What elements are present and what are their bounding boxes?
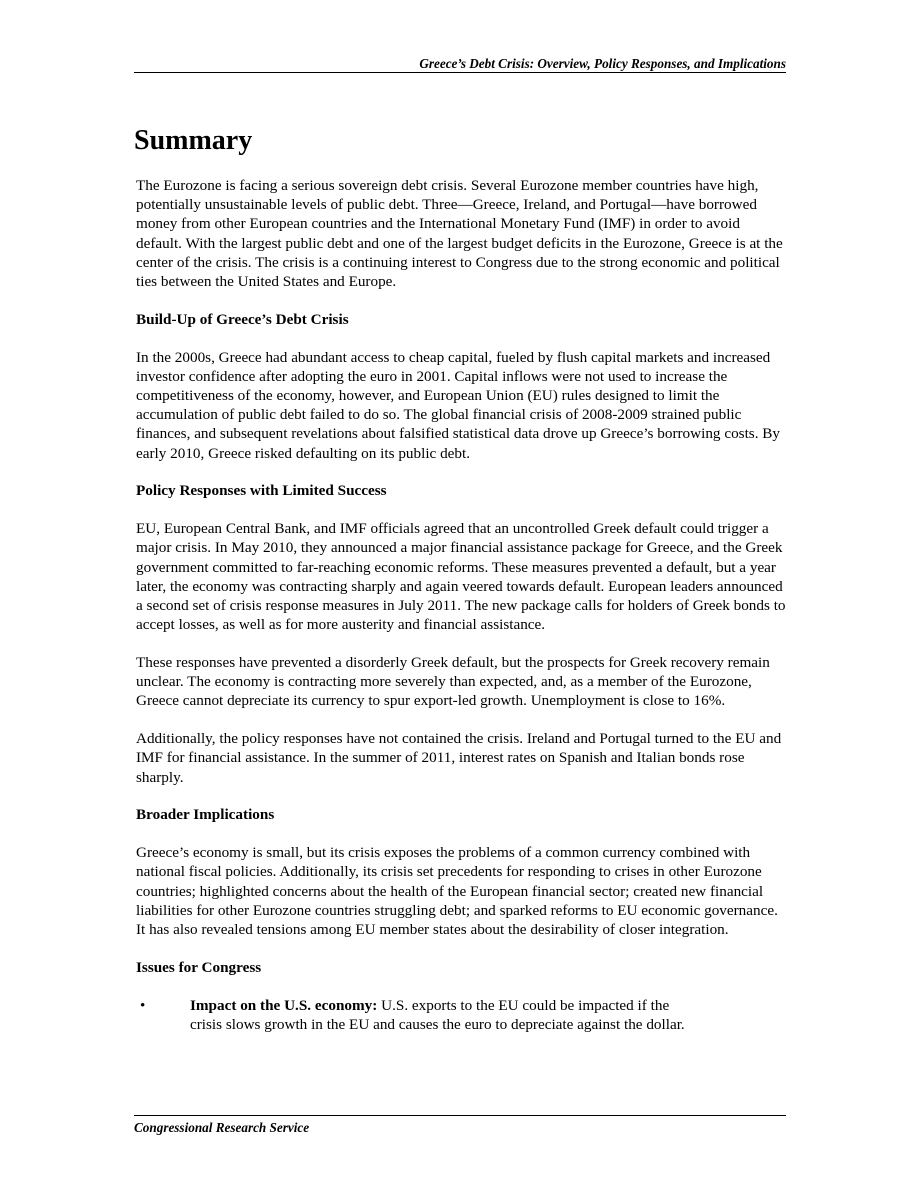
broader-heading: Broader Implications [136,806,275,824]
buildup-heading: Build-Up of Greece’s Debt Crisis [136,310,349,328]
bullet-icon: • [140,996,146,1014]
policy-paragraph-3: Additionally, the policy responses have not contained the crisis. Ireland and Portugal turned to the EU and IMF for financial assistance. In the summer of 2011, interest rates on Spanish and Italian bonds rose sharply. [136,730,782,786]
bullet-text-line2: crisis slows growth in the EU and causes the euro to depreciate against the dollar. [190,1015,685,1033]
running-header: Greece’s Debt Crisis: Overview, Policy Responses, and Implications [419,56,786,71]
header-divider [134,72,786,73]
footer-divider [134,1115,786,1116]
footer-label: Congressional Research Service [134,1120,310,1135]
summary-body [136,176,788,1034]
policy-paragraph-2: These responses have prevented a disorderly Greek default, but the prospects for Greek recovery remain unclear. The economy is contracting more severely than expected, and, as a member of the Eurozone, Greece cannot depreciate its currency to spur export-led growth. Unemployment is close to 16%. [136,654,770,710]
congress-heading: Issues for Congress [136,958,262,976]
bullet-item-us-economy [136,996,788,1034]
bullet-text-line1: U.S. exports to the EU could be impacted if the [377,996,670,1014]
bullet-lead: Impact on the U.S. economy: [190,996,378,1014]
page-title: Summary [134,125,253,156]
buildup-paragraph: In the 2000s, Greece had abundant access to cheap capital, fueled by flush capital markets and increased investor confidence after adopting the euro in 2001. Capital inflows were not used to increase the competitiveness of the economy, however, and European Union (EU) rules designed to limit the accumulation of public debt failed to do so. The global financial crisis of 2008-2009 strained public finances, and subsequent revelations about falsified statistical data drove up Greece’s borrowing costs. By early 2010, Greece risked defaulting on its public debt. [136,348,781,462]
policy-heading: Policy Responses with Limited Success [136,482,387,500]
broader-paragraph: Greece’s economy is small, but its crisis exposes the problems of a common currency combined with national fiscal policies. Additionally, its crisis set precedents for responding to crises in other Eurozone countries; highlighted concerns about the health of the European financial sector; created new financial liabilities for other Eurozone countries struggling debt; and sparked reforms to EU economic governance. It has also revealed tensions among EU member states about the desirability of closer integration. [136,844,778,939]
policy-paragraph-1: EU, European Central Bank, and IMF officials agreed that an uncontrolled Greek default could trigger a major crisis. In May 2010, they announced a major financial assistance package for Greece, and the Greek government committed to far-reaching economic reforms. These measures prevented a default, but a year later, the economy was contracting sharply and again veered towards default. European leaders announced a second set of crisis response measures in July 2011. The new package calls for holders of Greek bonds to accept losses, as well as for more austerity and financial assistance. [136,520,786,634]
intro-paragraph: The Eurozone is facing a serious sovereign debt crisis. Several Eurozone member countries have high, potentially unsustainable levels of public debt. Three—Greece, Ireland, and Portugal—have borrowed money from other European countries and the International Monetary Fund (IMF) in order to avoid default. With the largest public debt and one of the largest budget deficits in the Eurozone, Greece is at the center of the crisis. The crisis is a continuing interest to Congress due to the strong economic and political ties between the United States and Europe. [136,177,783,291]
